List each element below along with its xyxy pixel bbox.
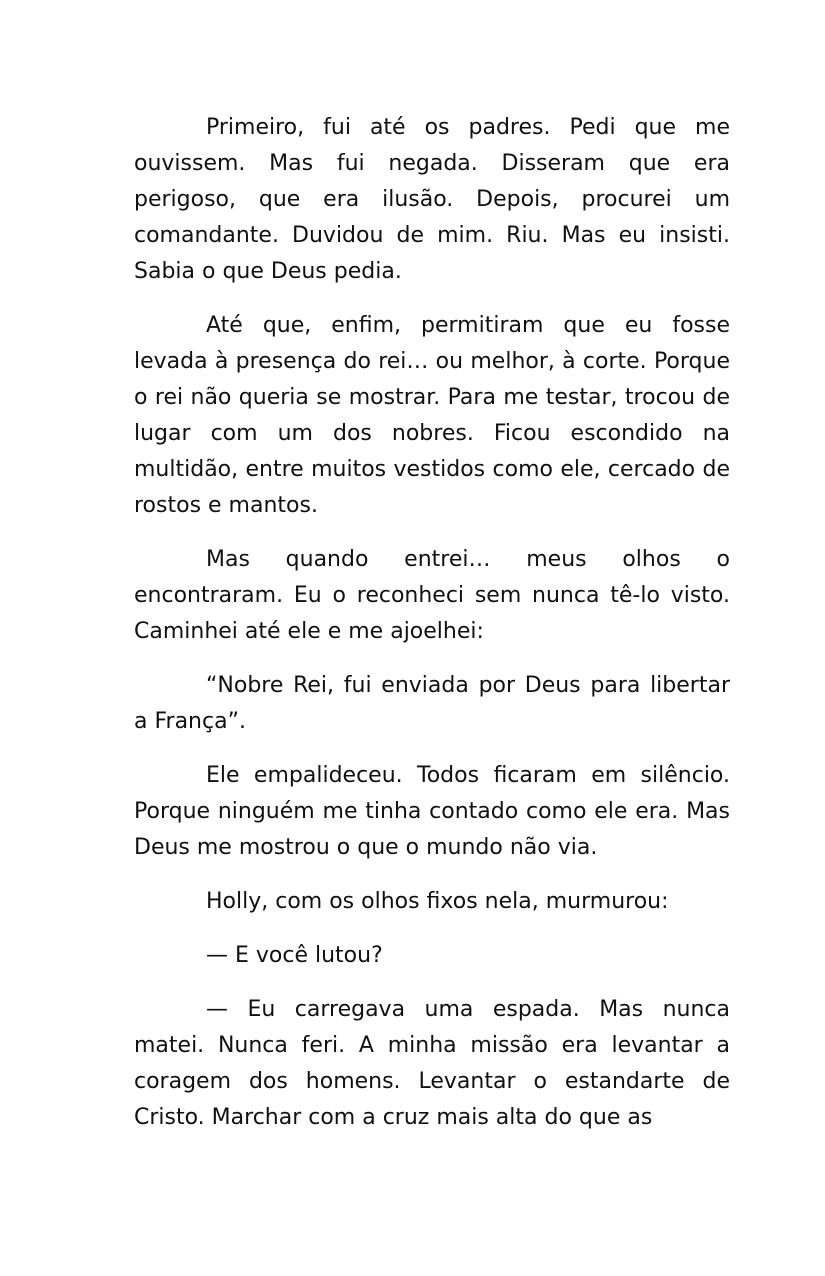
paragraph: Holly, com os olhos fixos nela, murmurou: bbox=[206, 889, 669, 914]
paragraph: “Nobre Rei, fui enviada por Deus para libertar a França”. bbox=[134, 673, 730, 734]
page-body bbox=[134, 110, 730, 1136]
paragraph: Até que, enfim, permitiram que eu fosse levada à presença do rei… ou melhor, à corte. Porque o rei não queria se mostrar. Para me testar, trocou de lugar com um dos nobres. Ficou escondido na multidão, entre muitos vestidos como ele, cercado de rostos e mantos. bbox=[134, 313, 730, 518]
paragraph: Primeiro, fui até os padres. Pedi que me ouvissem. Mas fui negada. Disseram que era perigoso, que era ilusão. Depois, procurei um comandante. Duvidou de mim. Riu. Mas eu insisti. Sabia o que Deus pedia. bbox=[134, 115, 730, 284]
paragraph: — Eu carregava uma espada. Mas nunca matei. Nunca feri. A minha missão era levantar a coragem dos homens. Levantar o estandarte de Cristo. Marchar com a cruz mais alta do que as bbox=[134, 997, 730, 1130]
paragraph: Mas quando entrei… meus olhos o encontraram. Eu o reconheci sem nunca tê-lo visto. Caminhei até ele e me ajoelhei: bbox=[134, 547, 730, 644]
paragraph: — E você lutou? bbox=[206, 943, 383, 968]
paragraph: Ele empalideceu. Todos ficaram em silêncio. Porque ninguém me tinha contado como ele era. Mas Deus me mostrou o que o mundo não via. bbox=[134, 763, 730, 860]
